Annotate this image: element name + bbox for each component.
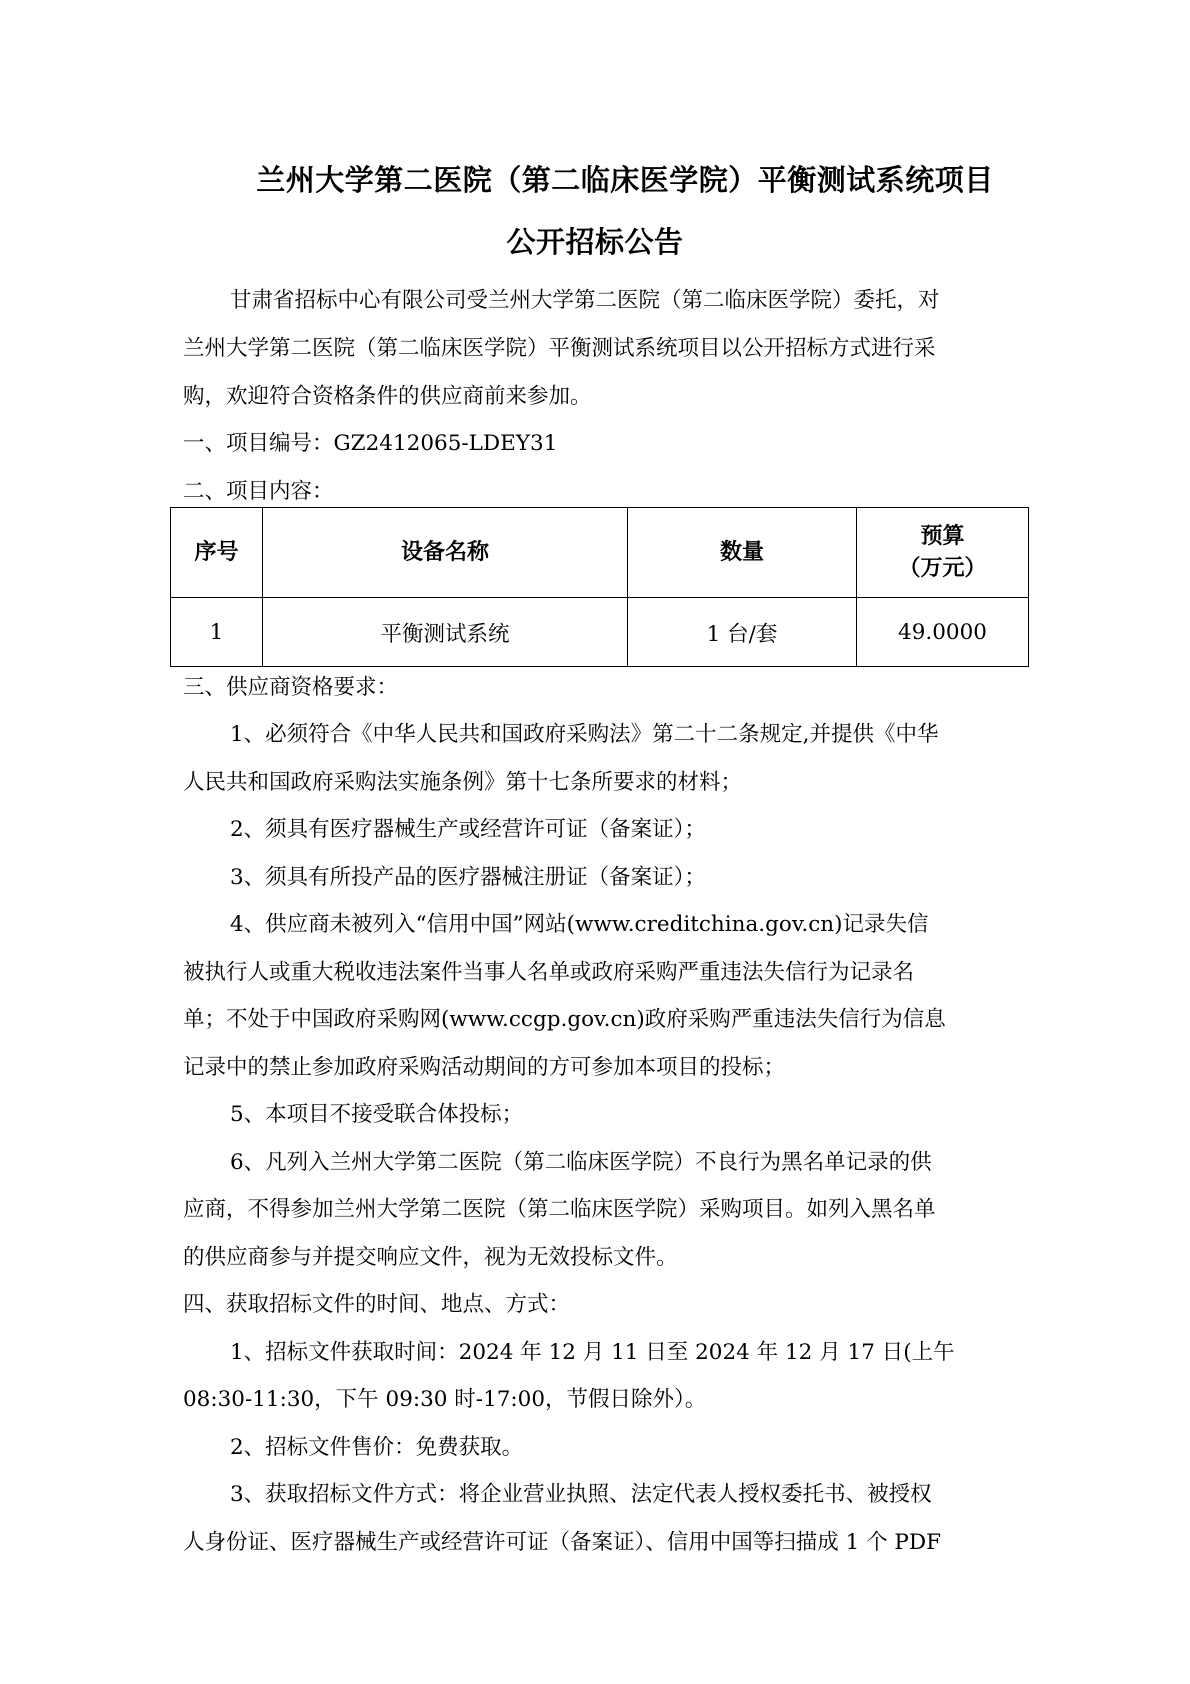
table-row [171, 598, 1029, 667]
acquisition-heading: 四、获取招标文件的时间、地点、方式： [183, 1292, 571, 1317]
header-qty: 数量 [628, 508, 857, 598]
req-line-11: 应商，不得参加兰州大学第二医院（第二临床医学院）采购项目。如列入黑名单 [183, 1197, 936, 1222]
qualification-heading: 三、供应商资格要求： [183, 675, 399, 700]
acq-line-4: 3、获取招标文件方式：将企业营业执照、法定代表人授权委托书、被授权 [230, 1482, 932, 1507]
req-line-12: 的供应商参与并提交响应文件，视为无效投标文件。 [183, 1245, 678, 1270]
project-number: 一、项目编号：GZ2412065-LDEY31 [183, 431, 558, 456]
req-line-5: 4、供应商未被列入“信用中国”网站(www.creditchina.gov.cn)记录失信 [230, 912, 929, 937]
intro-line-2: 兰州大学第二医院（第二临床医学院）平衡测试系统项目以公开招标方式进行采 [183, 336, 936, 361]
req-line-9: 5、本项目不接受联合体投标； [230, 1102, 524, 1127]
intro-line-3: 购，欢迎符合资格条件的供应商前来参加。 [183, 384, 592, 409]
project-content-table [170, 507, 1029, 667]
req-line-10: 6、凡列入兰州大学第二医院（第二临床医学院）不良行为黑名单记录的供 [230, 1150, 932, 1175]
acq-line-5: 人身份证、医疗器械生产或经营许可证（备案证）、信用中国等扫描成 1 个 PDF [183, 1530, 942, 1555]
req-line-1: 1、必须符合《中华人民共和国政府采购法》第二十二条规定,并提供《中华 [230, 722, 939, 747]
cell-no: 1 [171, 598, 263, 667]
req-line-8: 记录中的禁止参加政府采购活动期间的方可参加本项目的投标； [183, 1055, 786, 1080]
req-line-6: 被执行人或重大税收违法案件当事人名单或政府采购严重违法失信行为记录名 [183, 960, 915, 985]
req-line-2: 人民共和国政府采购法实施条例》第十七条所要求的材料； [183, 770, 743, 795]
project-content-heading: 二、项目内容： [183, 479, 334, 504]
header-budget [857, 508, 1029, 598]
req-line-3: 2、须具有医疗器械生产或经营许可证（备案证）； [230, 817, 706, 842]
header-budget-unit: （万元） [898, 555, 987, 581]
acq-line-1: 1、招标文件获取时间：2024 年 12 月 11 日至 2024 年 12 月 17 日(上午 [230, 1340, 955, 1365]
req-line-7: 单；不处于中国政府采购网(www.ccgp.gov.cn)政府采购严重违法失信行为信息 [183, 1007, 946, 1032]
header-name: 设备名称 [263, 508, 628, 598]
cell-budget: 49.0000 [857, 598, 1029, 667]
header-no: 序号 [171, 508, 263, 598]
table-header-row [171, 508, 1029, 598]
document-title-line2: 公开招标公告 [506, 225, 684, 259]
cell-qty: 1 台/套 [628, 598, 857, 667]
document-title-line1: 兰州大学第二医院（第二临床医学院）平衡测试系统项目 [256, 163, 994, 197]
cell-name: 平衡测试系统 [263, 598, 628, 667]
acq-line-3: 2、招标文件售价：免费获取。 [230, 1435, 524, 1460]
header-budget-label: 预算 [920, 523, 965, 549]
acq-line-2: 08:30-11:30，下午 09:30 时-17:00，节假日除外）。 [183, 1387, 707, 1412]
intro-line-1: 甘肃省招标中心有限公司受兰州大学第二医院（第二临床医学院）委托，对 [230, 288, 940, 313]
req-line-4: 3、须具有所投产品的医疗器械注册证（备案证）； [230, 865, 706, 890]
